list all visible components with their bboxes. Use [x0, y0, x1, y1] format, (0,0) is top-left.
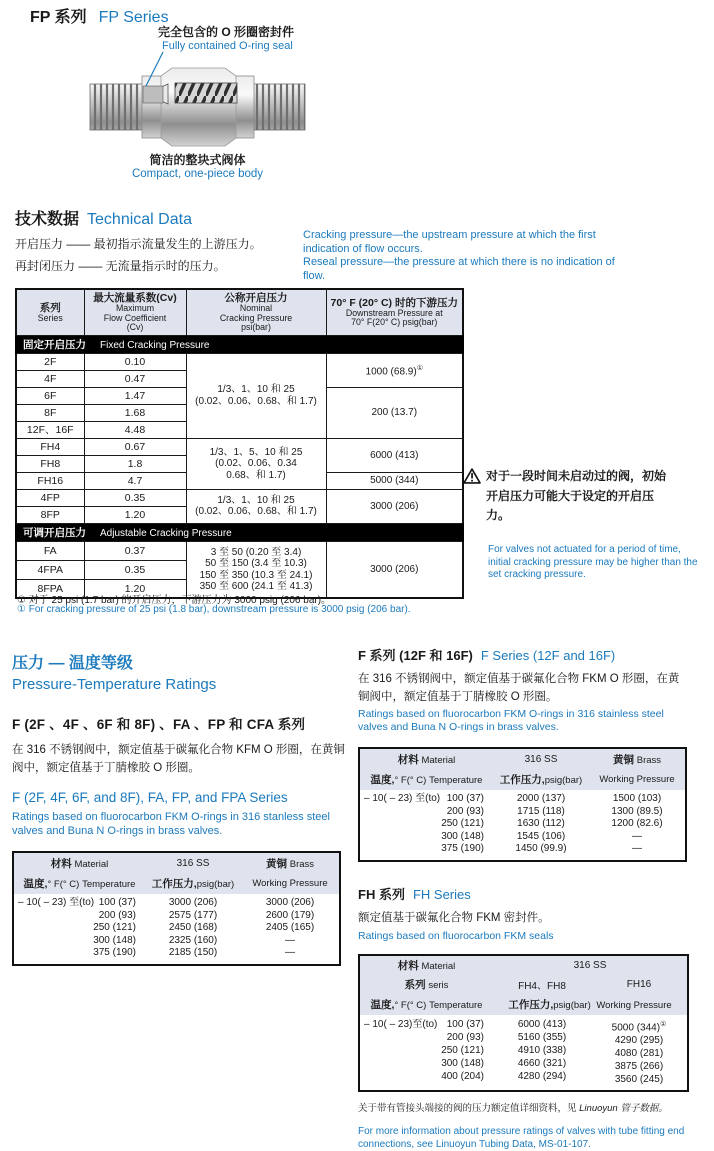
- fh-heading: [358, 884, 690, 904]
- cv-cell: 0.67: [84, 438, 186, 455]
- valve-image: [80, 56, 315, 148]
- cracking-pressure-cell: 1/3、1、5、10 和 25 (0.02、0.06、0.34 0.68、和 1.7): [186, 438, 326, 489]
- brass-pressure-cell: 3000 (206) 2600 (179) 2405 (165) — —: [265, 897, 315, 959]
- series-cell: 4FPA: [16, 560, 84, 579]
- fh-para-en: Ratings based on fluorocarbon FKM seals: [358, 929, 554, 942]
- cv-cell: 1.47: [84, 387, 186, 404]
- ss-header: 316 SS: [493, 955, 688, 975]
- series-cell: 4F: [16, 370, 84, 387]
- fh-heading-en: FH Series: [412, 886, 471, 902]
- cracking-definition-en: [303, 229, 621, 283]
- f-series-para-en: Ratings based on fluorocarbon FKM O-rings in 316 stanless steel valves and Buna N O-rings in brass valves.: [12, 811, 330, 837]
- cv-cell: 1.8: [84, 455, 186, 472]
- temperature-header: 温度,° F(° C) Temperature: [13, 873, 145, 894]
- fixed-cracking-band: 固定开启压力 Fixed Cracking Pressure: [16, 335, 463, 353]
- ss-header: 316 SS: [145, 852, 241, 873]
- temperature-header: 温度,° F(° C) Temperature: [359, 995, 493, 1015]
- brass-header: 黄铜 Brass: [589, 748, 686, 769]
- warning-text-en: For valves not actuated for a period of time, initial cracking pressure may be higher than the set cracking pressure.: [488, 544, 698, 580]
- col-header-cracking-pressure: 公称开启压力 Nominal Cracking Pressure psi(bar): [186, 289, 326, 335]
- cv-cell: 0.47: [84, 370, 186, 387]
- series-cell: FH16: [16, 472, 84, 489]
- cv-cell: 1.68: [84, 404, 186, 421]
- table-header-row: [13, 852, 340, 873]
- ss-header: 316 SS: [493, 748, 589, 769]
- cv-cell: 1.20: [84, 579, 186, 598]
- working-pressure-header: 工作压力,psig(bar) Working Pressure: [493, 995, 688, 1015]
- warning-text-zh: 对于一段时间未启动过的阀，初始开启压力可能大于设定的开启压力。: [486, 469, 667, 522]
- page-title-en: FP Series: [98, 9, 169, 26]
- cracking-pressure-cell: 1/3、1、10 和 25 (0.02、0.06、0.68、和 1.7): [186, 353, 326, 438]
- working-pressure-header-en: Working Pressure: [241, 873, 340, 894]
- reseal-pressure-line: 再封闭压力 —— 无流量指示时的压力。: [15, 259, 226, 273]
- downstream-pressure-cell: 5000 (344): [326, 472, 463, 489]
- f12-para-zh: 在 316 不锈钢阀中，额定值基于碳氟化合物 FKM O 形圈，在黄铜阀中，额定值基于丁腈橡胶 O 形圈。: [358, 673, 680, 703]
- technical-data-heading-zh: 技术数据: [15, 211, 80, 228]
- figure-caption-zh: 简洁的整块式阀体: [149, 153, 246, 167]
- table-body-row: [359, 790, 686, 861]
- fh-pt-table: [358, 954, 689, 1092]
- fh16-header: FH16: [591, 975, 688, 995]
- working-pressure-header-en: Working Pressure: [589, 769, 686, 790]
- brass-pressure-cell: 1500 (103) 1300 (89.5) 1200 (82.6) — —: [611, 793, 663, 855]
- temperature-cell: – 10( – 23) 至(to) 100 (37) 200 (93) 250 (121) 300 (148) 375 (190): [18, 897, 136, 959]
- table-row: [16, 438, 463, 455]
- series-cell: 8F: [16, 404, 84, 421]
- cracking-definition-zh: [15, 233, 262, 277]
- downstream-pressure-cell: 200 (13.7): [326, 387, 463, 438]
- pt-heading-zh: 压力 — 温度等级: [12, 655, 133, 672]
- f12-para-en: Ratings based on fluorocarbon FKM O-rings in 316 stainless steel valves and Buna N O-rings in brass valves.: [358, 708, 664, 733]
- figure-caption: [80, 151, 315, 180]
- series-cell: FH4: [16, 438, 84, 455]
- col-header-flow-coefficient: 最大流量系数(Cv) Maximum Flow Coefficient (Cv): [84, 289, 186, 335]
- series-cell: FA: [16, 541, 84, 560]
- table-subheader-row: [13, 873, 340, 894]
- material-header: 材料 Material: [359, 748, 493, 769]
- series-cell: 12F、16F: [16, 421, 84, 438]
- table-header-row: [359, 955, 688, 975]
- cv-cell: 4.48: [84, 421, 186, 438]
- cv-cell: 0.35: [84, 560, 186, 579]
- table-header-row: [359, 748, 686, 769]
- f12-heading-zh: F 系列 (12F 和 16F): [358, 648, 473, 663]
- table-footnote-zh: ① 对于 25 psi (1.7 bar) 的开启压力，下游压力为 3000 psig (206 bar)。: [17, 595, 332, 606]
- tube-fitting-note-zh: 关于带有管接头端接的阀的压力额定值详细资料，见 Linuoyun 管子数据。: [358, 1103, 668, 1115]
- tube-fitting-note-en: For more information about pressure ratings of valves with tube fitting end connections, see Linuoyun Tubing Data, MS-01-107.: [358, 1126, 685, 1150]
- f-series-heading-zh: F (2F 、4F 、6F 和 8F) 、FA 、FP 和 CFA 系列: [12, 717, 306, 732]
- fh4-fh8-header: FH4、FH8: [493, 975, 591, 995]
- table-body-row: [13, 894, 340, 965]
- figure-callout-en: Fully contained O-ring seal: [162, 40, 293, 52]
- cv-cell: 4.7: [84, 472, 186, 489]
- technical-data-heading-en: Technical Data: [87, 211, 192, 228]
- col-header-downstream-pressure: 70° F (20° C) 时的下游压力 Downstream Pressure at 70° F(20° C) psig(bar): [326, 289, 463, 335]
- f12-pt-table: [358, 747, 687, 862]
- pt-heading-en: Pressure-Temperature Ratings: [12, 676, 217, 693]
- working-pressure-header: 工作压力,psig(bar): [145, 873, 241, 894]
- working-pressure-header: 工作压力,psig(bar): [493, 769, 589, 790]
- series-cell: 8FPA: [16, 579, 84, 598]
- ss-pressure-cell: 2000 (137) 1715 (118) 1630 (112) 1545 (106) 1450 (99.9): [515, 793, 567, 855]
- footnote-marker: ①: [416, 364, 423, 372]
- f-series-para-zh: 在 316 不锈钢阀中，额定值基于碳氟化合物 KFM O 形圈，在黄铜阀中，额定值基于丁腈橡胶 O 形圈。: [12, 744, 345, 774]
- cv-cell: 1.20: [84, 506, 186, 523]
- temperature-cell: – 10( – 23) 至(to) 100 (37) 200 (93) 250 (121) 300 (148) 375 (190): [364, 793, 484, 855]
- table-header-row: [16, 289, 463, 335]
- table-body-row: [359, 1015, 688, 1091]
- ss-pressure-cell: 3000 (206) 2575 (177) 2450 (168) 2325 (160) 2185 (150): [168, 897, 218, 959]
- temperature-header: 温度,° F(° C) Temperature: [359, 769, 493, 790]
- cracking-pressure-cell: 1/3、1、10 和 25 (0.02、0.06、0.68、和 1.7): [186, 489, 326, 523]
- series-header-row: [359, 975, 688, 995]
- warning-icon: [463, 468, 481, 484]
- fh4-fh8-pressure-cell: 6000 (413) 5160 (355) 4910 (338) 4660 (321) 4280 (294): [517, 1018, 567, 1082]
- cv-cell: 0.37: [84, 541, 186, 560]
- page-title: FP 系列: [30, 9, 87, 26]
- f12-heading: [358, 645, 690, 665]
- brass-header: 黄铜 Brass: [241, 852, 340, 873]
- fh-para-zh: 额定值基于碳氟化合物 FKM 密封件。: [358, 911, 550, 924]
- technical-data-table: [15, 288, 464, 599]
- cracking-pressure-cell: 3 至 50 (0.20 至 3.4) 50 至 150 (3.4 至 10.3) 150 至 350 (10.3 至 24.1) 350 至 600 (24.1 至 41.3): [186, 541, 326, 598]
- series-cell: FH8: [16, 455, 84, 472]
- temperature-cell: – 10( – 23)至(to) 100 (37) 200 (93) 250 (121) 300 (148) 400 (204): [364, 1018, 484, 1082]
- f-series-pt-table: [12, 851, 341, 966]
- material-header: 材料 Material: [13, 852, 145, 873]
- downstream-pressure-cell: 1000 (68.9)①: [326, 353, 463, 387]
- valve-figure: [80, 20, 315, 188]
- reseal-pressure-en: Reseal pressure—the pressure at which there is no indication of flow.: [303, 256, 615, 282]
- downstream-pressure-cell: 3000 (206): [326, 541, 463, 598]
- fh-heading-zh: FH 系列: [358, 886, 405, 902]
- fh16-pressure-cell: 5000 (344)① 4290 (295) 4080 (281) 3875 (266) 3560 (245): [611, 1020, 667, 1086]
- table-footnote-en: ① For cracking pressure of 25 psi (1.8 bar), downstream pressure is 3000 psig (206 bar).: [17, 604, 411, 615]
- cv-cell: 0.35: [84, 489, 186, 506]
- cv-cell: 0.10: [84, 353, 186, 370]
- material-header: 材料 Material: [359, 955, 493, 975]
- col-header-series: 系列 Series: [16, 289, 84, 335]
- series-cell: 6F: [16, 387, 84, 404]
- table-row: [16, 489, 463, 506]
- figure-caption-en: Compact, one-piece body: [131, 168, 264, 180]
- series-cell: 8FP: [16, 506, 84, 523]
- downstream-pressure-cell: 3000 (206): [326, 489, 463, 523]
- table-subheader-row: [359, 769, 686, 790]
- table-row: [16, 353, 463, 370]
- f12-16-section: [358, 645, 690, 1151]
- cracking-pressure-line: 开启压力 —— 最初指示流量发生的上游压力。: [15, 237, 262, 251]
- footnote-marker: ①: [660, 1020, 667, 1028]
- cracking-pressure-en: Cracking pressure—the upstream pressure at which the first indication of flow occurs.: [303, 229, 596, 255]
- series-cell: 2F: [16, 353, 84, 370]
- figure-callout: 完全包含的 O 形圈密封件: [158, 25, 295, 39]
- adjustable-cracking-band: 可调开启压力 Adjustable Cracking Pressure: [16, 523, 463, 541]
- f-series-heading-en: F (2F, 4F, 6F, and 8F), FA, FP, and FPA Series: [12, 790, 288, 805]
- table-row: [16, 541, 463, 560]
- fh-series-section: [358, 884, 690, 1151]
- technical-data-heading: [15, 206, 192, 229]
- series-cell: 4FP: [16, 489, 84, 506]
- table-subheader-row: [359, 995, 688, 1015]
- downstream-pressure-cell: 6000 (413): [326, 438, 463, 472]
- pressure-temperature-section: [12, 650, 346, 966]
- f12-heading-en: F Series (12F and 16F): [480, 648, 616, 663]
- series-header: 系列 seris: [359, 975, 493, 995]
